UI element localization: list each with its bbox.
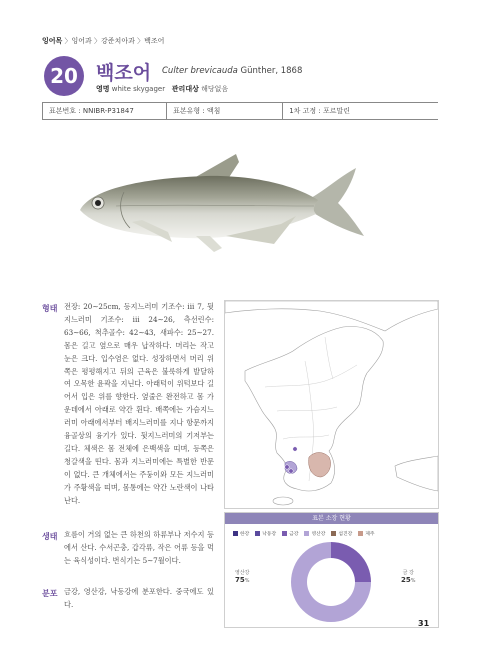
legend-label: 제주 bbox=[365, 532, 375, 537]
specimen-info-bar bbox=[42, 103, 438, 119]
legend-item bbox=[358, 530, 374, 537]
legend-swatch bbox=[331, 531, 336, 536]
specimen-fixation: 1차 고정 : 포르말린 bbox=[282, 103, 438, 119]
specimen-marker bbox=[289, 469, 293, 473]
legend-swatch bbox=[233, 531, 238, 536]
specimen-marker bbox=[293, 447, 297, 451]
left-pct-label bbox=[235, 569, 250, 584]
sci-author: Günther, 1868 bbox=[237, 66, 303, 76]
specimen-type: 표본유형 : 액침 bbox=[166, 103, 282, 119]
legend-swatch bbox=[255, 531, 260, 536]
section-text-distribution: 금강, 영산강, 낙동강에 분포한다. 중국에도 있다. bbox=[64, 587, 214, 609]
stats-title: 표본 소장 현황 bbox=[225, 513, 438, 524]
section-text-form: 전장: 20∼25cm, 등지느러미 기조수: iii 7, 뒷지느러미 기조수: iii 24∼26, 측선린수: 63∼66, 척추골수: 42∼43, 새파수: 25∼27. 몸은 길고 옆으로 매우 납작하다. 머리는 작고 눈은 크다. 입수염은 없다. 성장하면서 머리 위쪽은 평평해지고 뒤의 근육은 불룩하게 발달하여 오목한 윤곽을 지닌다. 아래턱이 위턱보다 길어서 입은 위를 향한다. 옆줄은 완전하고 몸 가운데에서 아래로 약간 휜다. 배쪽에는 가슴지느러미 아래에서부터 배지느러미를 지나 항문까지 융골상의 융기가 있다. 뒷지느러미의 기저부는 길다. 체색은 몸 전체에 은백색을 띠며, 등쪽은 청갈색을 띤다. 몸과 지느러미에는 특별한 반문이 없다. 큰 개체에서는 주둥이와 모든 지느러미가 주황색을 띠며, 몸통에는 약간 노란색이 나타난다. bbox=[64, 302, 214, 505]
left-pct-name: 영산강 bbox=[235, 570, 250, 576]
legend-label: 영산강 bbox=[311, 532, 326, 537]
section-label-distribution: 분포 bbox=[42, 589, 58, 598]
right-pct-unit: % bbox=[410, 578, 416, 584]
left-pct-value: 75 bbox=[235, 576, 245, 584]
section-text-ecology: 흐름이 거의 없는 큰 하천의 하류부나 저수지 등에서 산다. 수서곤충, 갑각류, 작은 어류 등을 먹는 육식성이다. 번식기는 5∼7월이다. bbox=[64, 530, 214, 565]
specimen-marker bbox=[285, 465, 289, 469]
right-pct-name: 금 강 bbox=[402, 570, 414, 576]
stats-legend bbox=[225, 524, 438, 537]
species-meta bbox=[96, 84, 228, 94]
fish-specimen-photo bbox=[76, 148, 376, 263]
right-pct-value: 25 bbox=[401, 576, 411, 584]
scientific-name bbox=[162, 66, 302, 76]
info-bar-bottom-rule bbox=[42, 119, 438, 120]
korea-peninsula-map bbox=[225, 301, 438, 508]
legend-swatch bbox=[282, 531, 287, 536]
breadcrumb-order: 잉어목 bbox=[42, 37, 63, 45]
page-number: 31 bbox=[418, 619, 430, 628]
management-label: 관리대상 bbox=[171, 85, 199, 93]
management-value: 해당없음 bbox=[201, 85, 229, 93]
left-pct-unit: % bbox=[244, 578, 250, 584]
species-number-badge: 20 bbox=[44, 56, 84, 96]
distribution-map bbox=[224, 300, 439, 509]
specimen-number: 표본번호 : NNIBR-P31847 bbox=[42, 103, 166, 119]
legend-label: 낙동강 bbox=[262, 532, 277, 537]
species-title: 백조어 bbox=[96, 62, 152, 84]
section-label-form: 형태 bbox=[42, 304, 58, 313]
right-pct-label bbox=[401, 569, 416, 584]
legend-label: 섬진강 bbox=[338, 532, 353, 537]
legend-item bbox=[233, 530, 249, 537]
legend-item bbox=[331, 530, 352, 537]
english-name-label: 영명 bbox=[96, 85, 110, 93]
legend-label: 금강 bbox=[289, 532, 299, 537]
breadcrumb bbox=[42, 36, 164, 46]
legend-item bbox=[304, 530, 325, 537]
donut-slice-금강 bbox=[331, 542, 371, 582]
legend-item bbox=[255, 530, 276, 537]
breadcrumb-path: 〉잉어과 〉강준치아과 〉백조어 bbox=[62, 37, 165, 45]
legend-item bbox=[282, 530, 298, 537]
legend-swatch bbox=[358, 531, 363, 536]
collection-donut-chart bbox=[275, 540, 387, 624]
legend-label: 한강 bbox=[240, 532, 250, 537]
specimen-collection-status bbox=[224, 512, 439, 628]
section-label-ecology: 생태 bbox=[42, 532, 58, 541]
english-name: white skygager bbox=[111, 85, 166, 93]
legend-swatch bbox=[304, 531, 309, 536]
sci-name-italic: Culter brevicauda bbox=[162, 66, 238, 76]
